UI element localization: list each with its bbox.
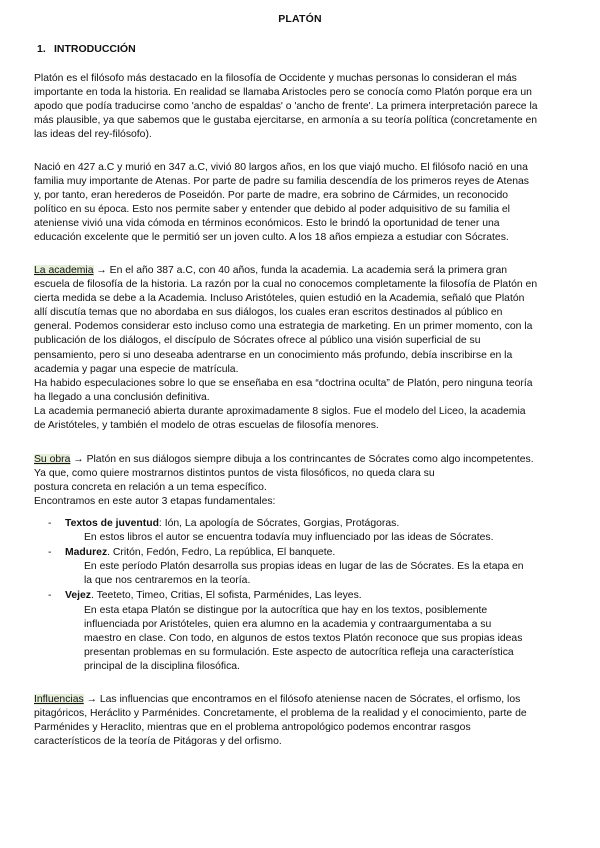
text-line: las ideas del rey-filósofo). — [34, 129, 152, 141]
section-number: 1. — [37, 43, 46, 55]
text-line: pensamiento, pero si uno deseaba adentrarse en un conocimiento más profundo, debía inscribirse en la — [34, 349, 513, 361]
stage-description — [84, 531, 584, 545]
text-line: ha llegado a una conclusión definitiva. — [34, 391, 210, 403]
text-line: allí discutía temas que no abordaba en sus diálogos, los cuales eran escritos destinados al público en — [34, 307, 503, 319]
highlighted-term-academia: La academia — [34, 265, 94, 276]
paragraph-influencias — [34, 693, 574, 749]
text-line: familia muy importante de Atenas. Por parte de padre su familia descendía de los primeros reyes de Atenas — [34, 176, 529, 188]
paragraph-biography — [34, 161, 574, 246]
highlighted-term-obra: Su obra — [34, 454, 71, 465]
text-line: postura concreta en relación a un tema específico. — [34, 482, 267, 494]
text-line: Platón es el filósofo más destacado en la filosofía de Occidente y muchas personas lo consideran el más — [34, 73, 517, 84]
text-line: característicos de la teoría de Pitágoras y del orfismo. — [34, 736, 282, 748]
text-line: Parménides y Heraclito, mientras que en el problema antropológico podemos encontrar rasgos — [34, 722, 471, 734]
text-line: Ha habido especulaciones sobre lo que se enseñaba en esa “doctrina oculta” de Platón, pero ninguna teoría — [34, 377, 533, 389]
text-line: pitagóricos, Heráclito y Parménides. Concretamente, el problema de la realidad y el conocimiento, parte de — [34, 708, 527, 720]
text-line: La academia permaneció abierta durante aproximadamente 8 siglos. Fue el modelo del Liceo, la academia — [34, 405, 526, 417]
text-line: maestro en clase. Con todo, en algunos de estos textos Platón reconoce que sus propias ideas — [84, 633, 523, 645]
text-line: principal de la disciplina filosófica. — [84, 661, 240, 673]
text-line: escuela de filosofía de la historia. La razón por la cual no conocemos completamente la filosofía de Platón en — [34, 279, 538, 291]
text-line: cierta medida se debe a la Academia. Incluso Aristóteles, quien estudió en la Academia, señaló que Platón — [34, 293, 525, 305]
list-item-stage-madurez — [34, 546, 574, 560]
text-line: influenciada por Aristóteles, quien era alumno en la academia y contraargumentaba a su — [84, 619, 492, 631]
text-line: Encontramos en este autor 3 etapas fundamentales: — [34, 496, 276, 508]
paragraph-academia — [34, 264, 574, 433]
stage-works: . Teeteto, Timeo, Critias, El sofista, Parménides, Las leyes. — [91, 590, 362, 601]
text-line: En este período Platón desarrolla sus propias ideas en lugar de las de Sócrates. Es la etapa en — [84, 561, 524, 572]
stage-works: : Ión, La apología de Sócrates, Gorgias, Protágoras. — [158, 518, 400, 529]
text-line: Nació en 427 a.C y murió en 347 a.C, vivió 80 largos años, en los que viajó mucho. El filósofo nació en una — [34, 162, 528, 173]
section-heading — [37, 43, 136, 55]
page-title: PLATÓN — [278, 13, 322, 25]
text-line: La academia → En el año 387 a.C, con 40 años, funda la academia. La academia será la primera gran — [34, 265, 508, 276]
paragraph-intro — [34, 72, 574, 142]
paragraph-obra — [34, 453, 574, 509]
bullet-dash: - — [48, 518, 52, 529]
text-line: Ya que, como quiere mostrarnos distintos puntos de vista filosóficos, no queda clara su — [34, 468, 435, 480]
text-line: En esta etapa Platón se distingue por la autocrítica que hay en los textos, posiblemente — [84, 605, 488, 616]
stage-description — [84, 604, 584, 674]
highlighted-term-influencias: Influencias — [34, 694, 84, 705]
bullet-dash: - — [48, 547, 52, 558]
text-line: apodo que podía traducirse como 'ancho de espaldas' o 'ancho de frente'. La primera interpretación parece la — [34, 101, 538, 113]
list-item-stage-vejez — [34, 589, 574, 603]
text-line: importante en toda la historia. En realidad se llamaba Aristocles pero se conocía como Platón porque era un — [34, 87, 532, 99]
text-line: presentan problemas en su formulación. Este aspecto de autocrítica refleja una característica — [84, 647, 514, 659]
text-line: Su obra → Platón en sus diálogos siempre dibuja a los contrincantes de Sócrates como algo incompetentes. — [34, 454, 534, 465]
stage-description — [84, 560, 584, 588]
bullet-dash: - — [48, 590, 52, 601]
text-line: y, por tanto, eran herederos de Poseidón. Por parte de madre, era sobrino de Cármides, un reconocido — [34, 190, 509, 202]
text-line: En estos libros el autor se encuentra todavía muy influenciado por las ideas de Sócrates. — [84, 532, 494, 543]
section-label: INTRODUCCIÓN — [54, 43, 136, 55]
text-line: academia y pagar una especie de matrícula. — [34, 363, 239, 375]
text-line: general. Podemos considerar esto incluso como una estrategia de marketing. En un primer momento, con la — [34, 321, 533, 333]
text-line: Influencias → Las influencias que encontramos en el filósofo ateniense nacen de Sócrates, el orfismo, los — [34, 694, 521, 705]
stage-name: Madurez — [65, 547, 108, 558]
text-line: ateniense vivió una vida cómoda en términos económicos. Esto le brindó la oportunidad de tener una — [34, 218, 500, 230]
stage-name: Vejez — [65, 590, 91, 601]
text-line: la que nos centraremos en la teoría. — [84, 575, 251, 587]
stage-works: . Critón, Fedón, Fedro, La república, El banquete. — [107, 547, 336, 558]
text-line: educación excelente que le permitió ser un joven culto. A los 18 años empieza a estudiar con Sócrates. — [34, 232, 509, 244]
text-line: de Aristóteles, y también el modelo de otras escuelas de filosofía menores. — [34, 420, 379, 432]
text-line: político en su época. Esto nos permite saber y entender que debido al poder adquisitivo de su familia el — [34, 204, 510, 216]
text-line: más plausible, ya que sabemos que le gustaba ejercitarse, en armonía a su teoría política (concretamente en — [34, 115, 538, 127]
stage-name: Textos de juventud — [65, 518, 159, 529]
list-item-stage-juventud — [34, 517, 574, 531]
text-line: publicación de los diálogos, el discípulo de Sócrates ofrece al público una visión superficial de su — [34, 335, 481, 347]
